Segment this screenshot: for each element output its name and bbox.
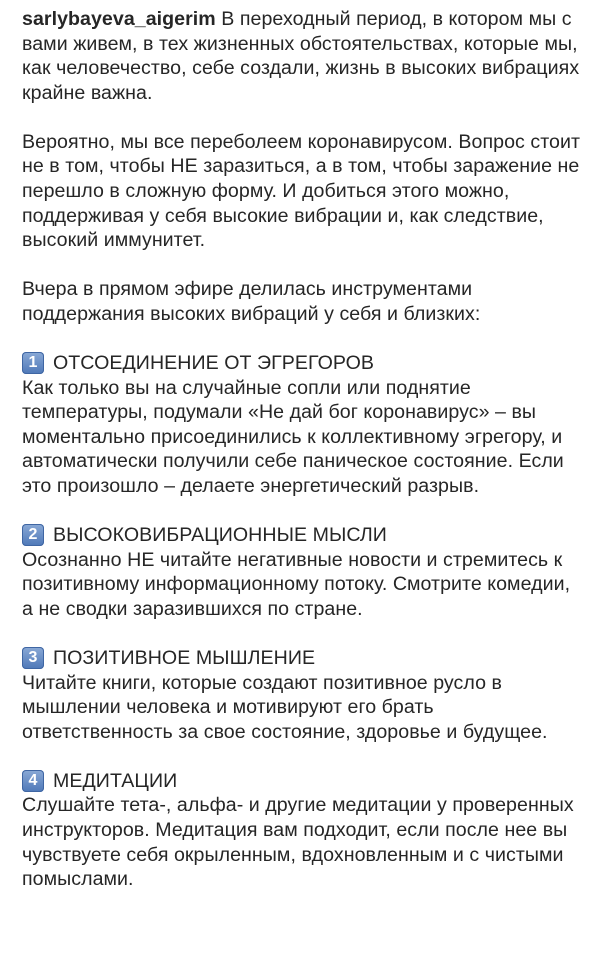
section-heading bbox=[22, 351, 584, 376]
section-block bbox=[22, 646, 584, 744]
keycap-number-icon: 3 bbox=[22, 647, 44, 669]
post-caption bbox=[22, 7, 584, 892]
intro-text: В переходный период, в котором мы с вами живем, в тех жизненных обстоятельствах, которые мы, как человечество, себе создали, жизнь в высоких вибрациях крайне важна. bbox=[22, 8, 580, 104]
caption-paragraph: Вероятно, мы все переболеем коронавирусом. Вопрос стоит не в том, чтобы НЕ заразиться, а в том, чтобы заражение не перешло в сложную форму. И добиться этого можно, поддерживая у себя высокие вибрации и, как следствие, высокий иммунитет. bbox=[22, 130, 580, 252]
keycap-number-icon: 2 bbox=[22, 524, 44, 546]
paragraph-spacer bbox=[22, 621, 584, 646]
section-text: Слушайте тета-, альфа- и другие медитации у проверенных инструкторов. Медитация вам подходит, если после нее вы чувствуете себя окрыленным, вдохновленным и с чистыми помыслами. bbox=[22, 794, 574, 891]
section-block bbox=[22, 351, 584, 499]
section-title: ВЫСОКОВИБРАЦИОННЫЕ МЫСЛИ bbox=[53, 524, 387, 547]
section-text: Как только вы на случайные сопли или поднятие температуры, подумали «Не дай бог коронавирус» – вы моментально присоединились к коллективному эгрегору, и автоматически получили себе паническое состояние. Если это произошло – делаете энергетический разрыв. bbox=[22, 376, 564, 497]
keycap-number-icon: 1 bbox=[22, 352, 44, 374]
section-title: ПОЗИТИВНОЕ МЫШЛЕНИЕ bbox=[53, 646, 316, 669]
section-block bbox=[22, 523, 584, 621]
paragraph-spacer bbox=[22, 253, 584, 278]
paragraph-spacer bbox=[22, 499, 584, 524]
paragraph-spacer bbox=[22, 105, 584, 130]
section-block bbox=[22, 769, 584, 892]
section-text: Осознанно НЕ читайте негативные новости и стремитесь к позитивному информационному потоку. Смотрите комедии, а не сводки заразившихся по стране. bbox=[22, 548, 571, 620]
section-heading bbox=[22, 523, 584, 548]
caption-paragraph: Вчера в прямом эфире делилась инструментами поддержания высоких вибраций у себя и близких: bbox=[22, 278, 481, 325]
paragraph-spacer bbox=[22, 744, 584, 769]
section-title: МЕДИТАЦИИ bbox=[53, 769, 178, 792]
section-heading bbox=[22, 646, 584, 671]
section-title: ОТСОЕДИНЕНИЕ ОТ ЭГРЕГОРОВ bbox=[53, 352, 374, 375]
caption-intro bbox=[22, 7, 584, 105]
section-heading bbox=[22, 769, 584, 794]
section-text: Читайте книги, которые создают позитивное русло в мышлении человека и мотивируют его брать ответственность за свое состояние, здоровье и будущее. bbox=[22, 671, 548, 743]
paragraph-spacer bbox=[22, 327, 584, 352]
username-link[interactable]: sarlybayeva_aigerim bbox=[22, 8, 216, 30]
keycap-number-icon: 4 bbox=[22, 770, 44, 792]
